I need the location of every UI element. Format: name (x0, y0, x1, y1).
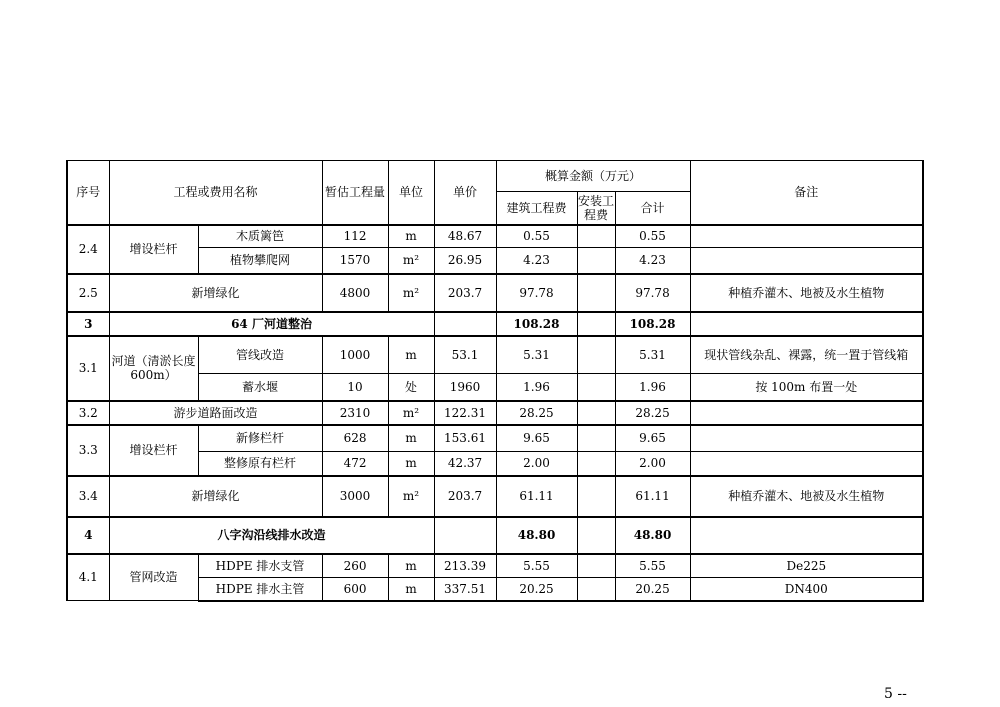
row-remark: 种植乔灌木、地被及水生植物 (690, 274, 923, 312)
table-row (67, 274, 923, 312)
row-total: 4.23 (615, 248, 690, 274)
row-total: 5.31 (615, 336, 690, 374)
row-install (577, 225, 615, 248)
row-total: 48.80 (615, 517, 690, 554)
row-unit: 处 (388, 374, 434, 401)
header-row-1 (67, 161, 923, 192)
row-build: 4.23 (496, 248, 577, 274)
header-qty: 暂估工程量 (322, 161, 388, 225)
row-unit: m (388, 554, 434, 578)
row-install (577, 374, 615, 401)
row-seq: 2.4 (67, 225, 109, 274)
row-remark (690, 401, 923, 425)
row-name: 八字沟沿线排水改造 (109, 517, 434, 554)
row-name: 64 厂河道整治 (109, 312, 434, 336)
row-qty: 10 (322, 374, 388, 401)
header-install: 安装工程费 (577, 192, 615, 225)
row-install (577, 248, 615, 274)
budget-table (66, 160, 924, 602)
row-seq: 4.1 (67, 554, 109, 601)
row-name: HDPE 排水主管 (198, 578, 322, 601)
row-install (577, 578, 615, 601)
row-qty: 3000 (322, 476, 388, 517)
row-total: 97.78 (615, 274, 690, 312)
row-price: 42.37 (434, 452, 496, 476)
row-remark (690, 517, 923, 554)
row-remark (690, 312, 923, 336)
table-row (67, 476, 923, 517)
row-total: 20.25 (615, 578, 690, 601)
header-total: 合计 (615, 192, 690, 225)
row-remark: 种植乔灌木、地被及水生植物 (690, 476, 923, 517)
row-qty: 1570 (322, 248, 388, 274)
row-unit: m² (388, 274, 434, 312)
row-unit: m (388, 225, 434, 248)
row-price: 48.67 (434, 225, 496, 248)
row-qty: 472 (322, 452, 388, 476)
row-group: 管网改造 (109, 554, 198, 601)
header-price: 单价 (434, 161, 496, 225)
row-price: 26.95 (434, 248, 496, 274)
row-install (577, 452, 615, 476)
table-row (67, 554, 923, 578)
row-build: 28.25 (496, 401, 577, 425)
row-build: 9.65 (496, 425, 577, 452)
row-remark: De225 (690, 554, 923, 578)
row-price: 337.51 (434, 578, 496, 601)
header-unit: 单位 (388, 161, 434, 225)
row-build: 5.55 (496, 554, 577, 578)
row-install (577, 336, 615, 374)
row-total: 9.65 (615, 425, 690, 452)
row-seq: 3.1 (67, 336, 109, 401)
row-name: HDPE 排水支管 (198, 554, 322, 578)
row-remark (690, 452, 923, 476)
row-name: 新增绿化 (109, 274, 322, 312)
row-seq: 3.2 (67, 401, 109, 425)
row-remark: DN400 (690, 578, 923, 601)
row-seq: 4 (67, 517, 109, 554)
row-install (577, 401, 615, 425)
row-qty: 260 (322, 554, 388, 578)
header-name: 工程或费用名称 (109, 161, 322, 225)
row-build: 5.31 (496, 336, 577, 374)
row-total: 108.28 (615, 312, 690, 336)
row-name: 蓄水堰 (198, 374, 322, 401)
row-price (434, 312, 496, 336)
row-build: 2.00 (496, 452, 577, 476)
row-total: 0.55 (615, 225, 690, 248)
row-install (577, 554, 615, 578)
table-row (67, 517, 923, 554)
row-qty: 2310 (322, 401, 388, 425)
row-seq: 3 (67, 312, 109, 336)
row-name: 新增绿化 (109, 476, 322, 517)
row-total: 61.11 (615, 476, 690, 517)
row-install (577, 517, 615, 554)
row-group: 河道（清淤长度600m） (109, 336, 198, 401)
header-build: 建筑工程费 (496, 192, 577, 225)
row-unit: m (388, 425, 434, 452)
row-build: 61.11 (496, 476, 577, 517)
row-install (577, 274, 615, 312)
row-price: 213.39 (434, 554, 496, 578)
row-price: 153.61 (434, 425, 496, 452)
row-unit: m (388, 452, 434, 476)
table-row (67, 425, 923, 452)
row-price: 203.7 (434, 274, 496, 312)
row-remark (690, 425, 923, 452)
row-build: 108.28 (496, 312, 577, 336)
row-qty: 1000 (322, 336, 388, 374)
row-price (434, 517, 496, 554)
row-total: 2.00 (615, 452, 690, 476)
row-remark: 按 100m 布置一处 (690, 374, 923, 401)
header-seq: 序号 (67, 161, 109, 225)
row-remark: 现状管线杂乱、裸露，统一置于管线箱 (690, 336, 923, 374)
row-price: 203.7 (434, 476, 496, 517)
row-seq: 3.4 (67, 476, 109, 517)
row-build: 0.55 (496, 225, 577, 248)
row-name: 木质篱笆 (198, 225, 322, 248)
row-unit: m² (388, 476, 434, 517)
row-remark (690, 225, 923, 248)
table-row (67, 401, 923, 425)
row-name: 管线改造 (198, 336, 322, 374)
row-build: 48.80 (496, 517, 577, 554)
table-row (67, 312, 923, 336)
table-row (67, 225, 923, 248)
row-price: 1960 (434, 374, 496, 401)
table-row (67, 336, 923, 374)
row-seq: 2.5 (67, 274, 109, 312)
row-qty: 628 (322, 425, 388, 452)
row-seq: 3.3 (67, 425, 109, 476)
row-unit: m² (388, 401, 434, 425)
row-name: 植物攀爬网 (198, 248, 322, 274)
row-build: 97.78 (496, 274, 577, 312)
row-total: 28.25 (615, 401, 690, 425)
row-qty: 600 (322, 578, 388, 601)
row-unit: m² (388, 248, 434, 274)
row-qty: 4800 (322, 274, 388, 312)
row-name: 新修栏杆 (198, 425, 322, 452)
row-build: 20.25 (496, 578, 577, 601)
row-price: 53.1 (434, 336, 496, 374)
row-name: 整修原有栏杆 (198, 452, 322, 476)
row-group: 增设栏杆 (109, 225, 198, 274)
header-estimate: 概算金额（万元） (496, 161, 690, 192)
row-total: 1.96 (615, 374, 690, 401)
header-remark: 备注 (690, 161, 923, 225)
row-build: 1.96 (496, 374, 577, 401)
page-number: 5 -- (884, 686, 907, 702)
row-unit: m (388, 578, 434, 601)
row-install (577, 425, 615, 452)
row-total: 5.55 (615, 554, 690, 578)
row-qty: 112 (322, 225, 388, 248)
row-install (577, 312, 615, 336)
row-unit: m (388, 336, 434, 374)
row-group: 增设栏杆 (109, 425, 198, 476)
row-name: 游步道路面改造 (109, 401, 322, 425)
row-remark (690, 248, 923, 274)
row-install (577, 476, 615, 517)
row-price: 122.31 (434, 401, 496, 425)
